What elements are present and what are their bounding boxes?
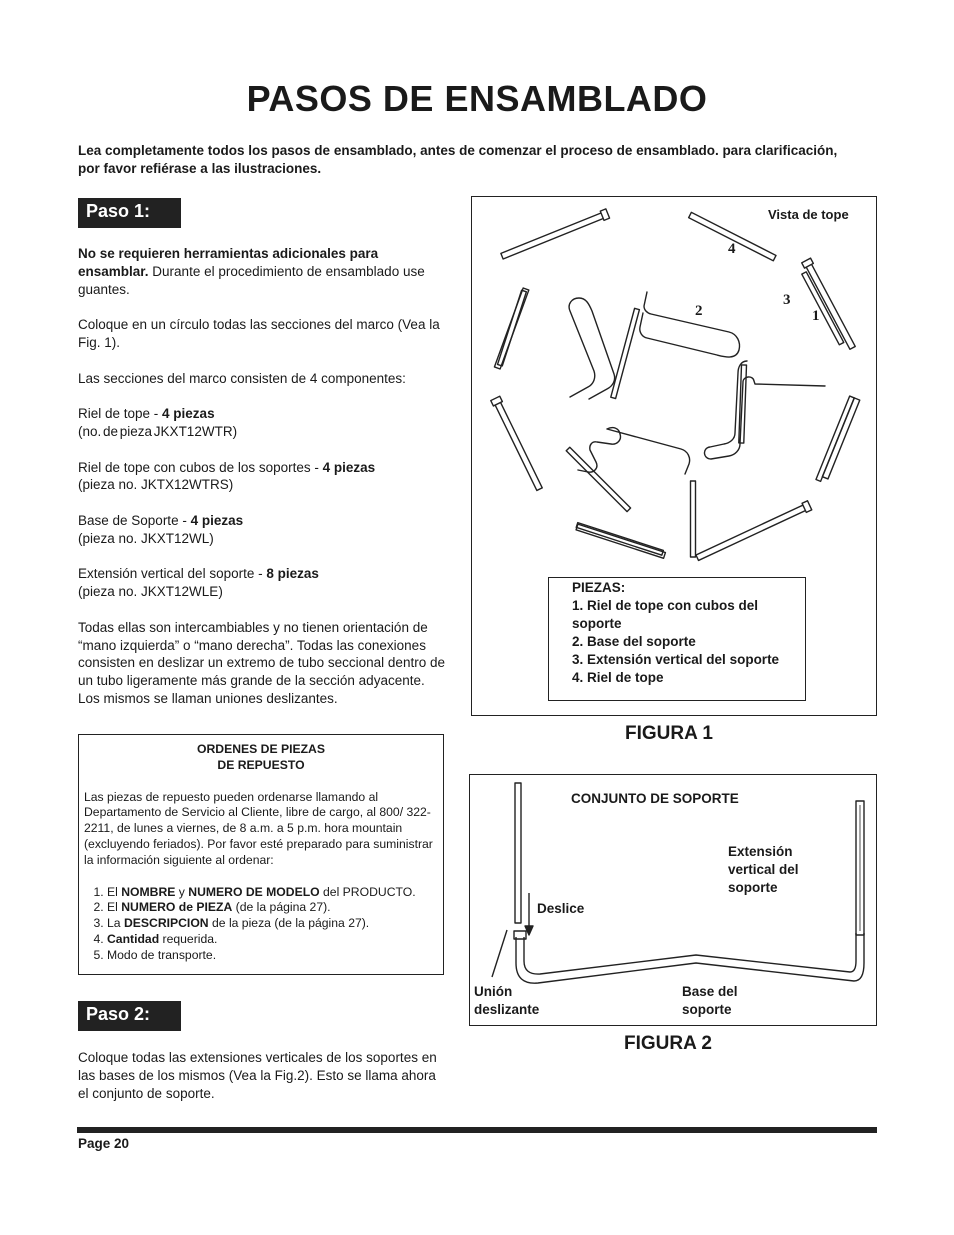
support-base (704, 361, 825, 459)
replacement-parts-box (78, 734, 444, 975)
step1-p2: Coloque en un círculo todas las secciones del marco (Vea la Fig. 1). (78, 317, 440, 350)
vertical-extension (816, 396, 854, 481)
footer-divider (77, 1127, 877, 1133)
step1-p4: Todas ellas son intercambiables y no tienen orientación de “mano izquierda” o “mano derecha”. Todas las conexiones consisten en deslizar un extremo de tubo seccional dentro de un tubo ligeramente más grande de la sección adyacente. Los mismos se llaman uniones deslizantes. (78, 619, 445, 706)
top-view-label: Vista de tope (768, 207, 849, 222)
component-item: Riel de tope con cubos de los soportes - 4 piezas (pieza no. JKTX12WTRS) (78, 459, 376, 493)
parts-legend-title: PIEZAS: (572, 580, 626, 595)
component-item: Riel de tope - 4 piezas (no. de pieza JKXT12WTR) (78, 406, 238, 439)
callout-3: 3 (783, 292, 791, 308)
figure1-caption: FIGURA 1 (625, 723, 713, 744)
support-base (640, 292, 740, 357)
parts-legend (548, 577, 806, 701)
step1-label: Paso 1: (86, 201, 151, 221)
parts-legend-item: 2. Base del soporte (572, 634, 696, 649)
list-item: 5. Modo de transporte. (107, 948, 438, 964)
joint-label: Unión deslizante (474, 984, 540, 1017)
step2-label: Paso 2: (86, 1004, 151, 1024)
vertical-extension (611, 308, 640, 398)
parts-legend-item: 4. Riel de tope (572, 670, 664, 685)
orders-title: ORDENES DE PIEZAS DE REPUESTO (197, 742, 325, 772)
page-title: PASOS DE ENSAMBLADO (246, 78, 708, 119)
step1-p1-bold: No se requieren herramientas adicionales para ensamblar. (78, 246, 379, 279)
figure2-frame (469, 774, 877, 1026)
support-base (569, 298, 615, 399)
top-rail (500, 209, 609, 261)
vertical-extension (566, 447, 630, 511)
orders-body: Las piezas de repuesto pueden ordenarse llamando al Departamento de Servicio al Cliente, libre de cargo, al 800/ 322-2211, de lunes a viernes, de 8 a.m. a 5 p.m. hora mountain (excluyendo feriados). Por favor esté preparado para suministrar la información siguiente al ordenar: 1. El NOMBRE y NUMERO DE MODELO del PRODUCTO. 2. El NUMERO de PIEZA (de la página 27). 3. La DESCRIPCION de la pieza (de la página 27). 4. Cantidad requerida. 5. Modo de transporte. (79, 790, 443, 964)
top-rail (822, 398, 859, 479)
callout-2: 2 (695, 303, 703, 319)
step2-text (78, 1049, 448, 1120)
step1-p3: Las secciones del marco consisten de 4 componentes: (78, 370, 406, 386)
top-rail (802, 258, 857, 350)
callout-4: 4 (728, 241, 736, 257)
list-item: 2. El NUMERO de PIEZA (de la página 27). (107, 900, 438, 916)
vertical-extension (691, 481, 696, 557)
top-rail (695, 501, 812, 562)
orders-list (84, 885, 438, 964)
top-rail (491, 396, 544, 491)
parts-legend-item: 3. Extensión vertical del soporte (572, 652, 780, 667)
figure2-caption: FIGURA 2 (624, 1033, 712, 1054)
component-item: Extensión vertical del soporte - 8 piezas (pieza no. JKXT12WLE) (78, 566, 319, 600)
base-label: Base del soporte (682, 984, 738, 1017)
step1-text (78, 245, 448, 726)
parts-legend-item: 1. Riel de tope con cubos del soporte (572, 598, 759, 631)
list-item: 3. La DESCRIPCION de la pieza (de la página 27). (107, 916, 438, 932)
list-item: 4. Cantidad requerida. (107, 932, 438, 948)
step2-paragraph: Coloque todas las extensiones verticales de los soportes en las bases de los mismos (Vea la Fig.2). Esto se llama ahora el conjunto de soporte. (78, 1050, 437, 1101)
slide-label: Deslice (537, 901, 585, 916)
callout-1: 1 (812, 308, 820, 324)
step2-badge (78, 1001, 181, 1031)
list-item: 1. El NOMBRE y NUMERO DE MODELO del PRODUCTO. (107, 885, 438, 901)
step1-badge (78, 198, 181, 228)
step1-p1 (78, 245, 448, 298)
extension-label: Extensión vertical del soporte (728, 844, 799, 895)
vertical-extension (498, 290, 527, 366)
component-item: Base de Soporte - 4 piezas (pieza no. JKXT12WL) (78, 512, 244, 546)
assembly-title: CONJUNTO DE SOPORTE (571, 791, 739, 806)
vertical-extension (802, 272, 844, 345)
intro-text: Lea completamente todos los pasos de ensamblado, antes de comenzar el proceso de ensamblado. para clarificación, por favor refiérase a las ilustraciones. (78, 143, 838, 176)
support-base (578, 428, 690, 474)
page-number: Page 20 (78, 1136, 130, 1151)
step1-p1-rest: Durante el procedimiento de ensamblado use guantes. (78, 263, 425, 297)
